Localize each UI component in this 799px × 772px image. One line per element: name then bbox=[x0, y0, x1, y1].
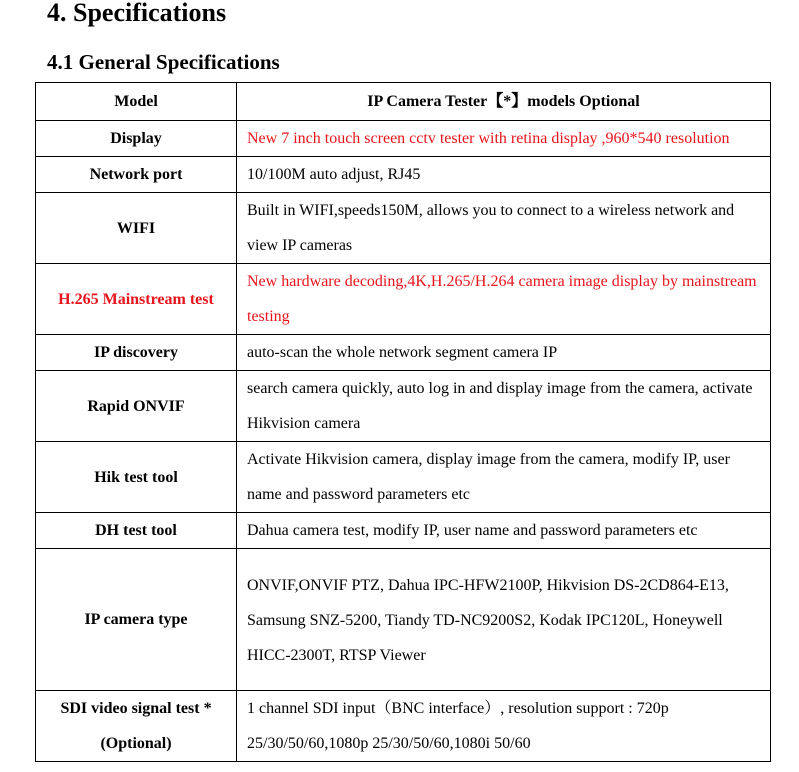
row-value: auto-scan the whole network segment camera IP bbox=[237, 335, 771, 371]
row-value: ONVIF,ONVIF PTZ, Dahua IPC-HFW2100P, Hikvision DS-2CD864-E13, Samsung SNZ-5200, Tiandy TD-NC9200S2, Kodak IPC120L, Honeywell HICC-2300T, RTSP Viewer bbox=[237, 549, 771, 691]
table-row bbox=[36, 157, 771, 193]
row-label: Rapid ONVIF bbox=[36, 371, 237, 442]
table-row bbox=[36, 549, 771, 691]
row-value: Activate Hikvision camera, display image from the camera, modify IP, user name and password parameters etc bbox=[237, 442, 771, 513]
table-row bbox=[36, 513, 771, 549]
row-label: Hik test tool bbox=[36, 442, 237, 513]
specifications-table bbox=[35, 82, 771, 762]
table-header-row bbox=[36, 83, 771, 121]
row-value: 1 channel SDI input（BNC interface）, resolution support : 720p 25/30/50/60,1080p 25/30/50/60,1080i 50/60 bbox=[237, 691, 771, 762]
header-value: IP Camera Tester【*】models Optional bbox=[237, 83, 771, 121]
row-label: SDI video signal test * (Optional) bbox=[36, 691, 237, 762]
section-heading: 4. Specifications bbox=[47, 0, 227, 27]
header-model: Model bbox=[36, 83, 237, 121]
table-row bbox=[36, 691, 771, 762]
table-row bbox=[36, 193, 771, 264]
table-row bbox=[36, 264, 771, 335]
row-label: WIFI bbox=[36, 193, 237, 264]
row-label: Display bbox=[36, 121, 237, 157]
table-row bbox=[36, 442, 771, 513]
row-label: DH test tool bbox=[36, 513, 237, 549]
table-row bbox=[36, 121, 771, 157]
row-value: search camera quickly, auto log in and display image from the camera, activate Hikvision camera bbox=[237, 371, 771, 442]
row-value: Dahua camera test, modify IP, user name and password parameters etc bbox=[237, 513, 771, 549]
row-value: Built in WIFI,speeds150M, allows you to connect to a wireless network and view IP cameras bbox=[237, 193, 771, 264]
row-value: New hardware decoding,4K,H.265/H.264 camera image display by mainstream testing bbox=[237, 264, 771, 335]
row-value: New 7 inch touch screen cctv tester with retina display ,960*540 resolution bbox=[237, 121, 771, 157]
table-row bbox=[36, 371, 771, 442]
row-label: H.265 Mainstream test bbox=[36, 264, 237, 335]
row-label: IP discovery bbox=[36, 335, 237, 371]
row-label: IP camera type bbox=[36, 549, 237, 691]
subsection-heading: 4.1 General Specifications bbox=[47, 50, 280, 74]
table-row bbox=[36, 335, 771, 371]
row-value: 10/100M auto adjust, RJ45 bbox=[237, 157, 771, 193]
row-label: Network port bbox=[36, 157, 237, 193]
